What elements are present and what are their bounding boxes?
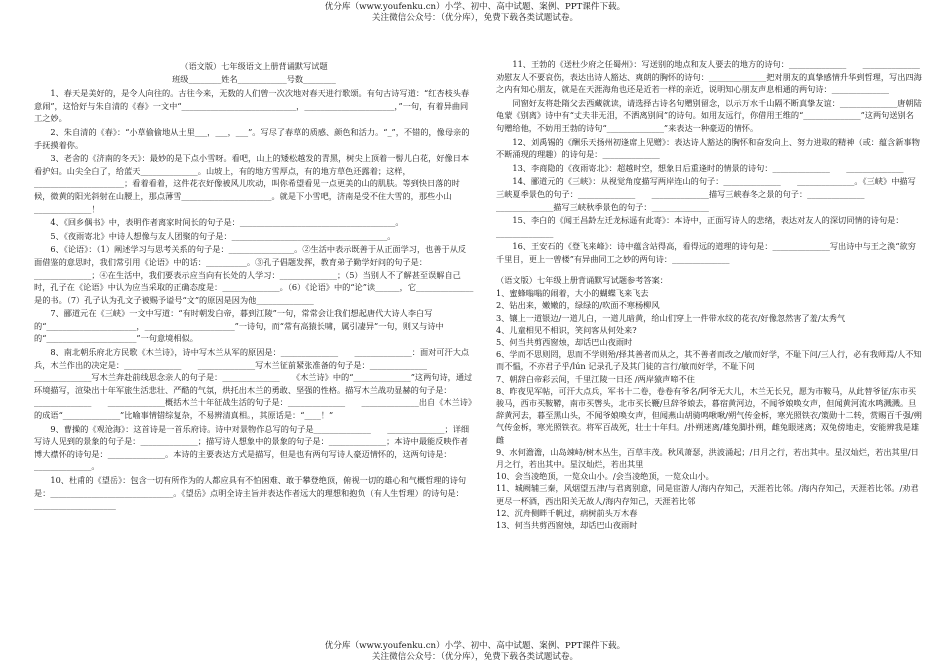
page-header [0, 2, 950, 24]
page-footer [0, 641, 950, 663]
question-8: 8、南北朝乐府北方民歌《木兰诗》，诗中写木兰从军的原因是：______________ ______________：面对可汗大点兵，木兰作出的决定是：______________ ______________写木兰征前紧张准备的句子是：______________ ______________写木兰奔赴前线思念亲人的句子是：______________ 《木兰诗》中的“______________”这两句诗，通过环境描写，渲染出十年军旅生活悲壮、严酷的气氛，烘托出木兰的勇敢、坚强的性格。描写木兰战功显赫的句子是：______________ ______________概括木兰十年征战生活的句子是：______________ ______________出自《木兰诗》的成语“______________”比喻事情错综复杂，不易辨清真相。，其原话是：“____！” [34, 347, 473, 421]
question-1: 1、春天是美好的，是令人向往的。古往今来，无数的人们曾一次次地对春天进行歌颂。有句古诗写道：“红杏枝头春意闹”，这恰好与朱自清的《春》一文中“____________________________，______________________，”一句，有着异曲同工之妙。 [34, 88, 470, 124]
question-7: 7、郦道元在《三峡》一文中写道：“有时朝发白帝，暮到江陵”一句，常常会让我们想起唐代大诗人李白写的“______________________，______________________”一诗句，而“常有高猿长啸，属引凄异”一句，则又与诗中的“______________________”一句意境相似。 [34, 308, 444, 344]
question-4: 4、《回乡偶书》中，表明作者离家时间长的句子是：______________________________________。 [50, 217, 404, 228]
question-16: 16、王安石的《登飞来峰》：诗中蕴含站得高，看得远的道理的诗句是：______________写出诗中与王之涣“欲穷千里目，更上一曾楼”有异曲同工之妙的两句诗：______________ [496, 241, 916, 264]
left-column [34, 60, 474, 513]
footer-line-2: 关注微信公众号：（优分库），免费下载各类试题试卷。 [371, 652, 579, 662]
question-11-extension: 同窗好友将赴隋父去西藏就读，请选择古诗名句赠别留念，以示万水千山隔不断真挚友谊：______________唐朝陆龟蒙《别离》诗中有“丈夫非无泪，不洒离别间”的诗句。如用友远行，你借用王维的“______________”这两句送别名句赠给他，不妨用王勃的诗句“______________”来表达一种豪迈的情怀。 [496, 97, 922, 133]
answer-list [496, 287, 922, 531]
answer-5: 5、何当共剪西窗烛，却话巴山夜雨时 [496, 336, 633, 347]
question-9: 9、曹操的《观沧海》：这首诗是一首乐府诗。诗中对景物作总写的句子是______________ ______________；详细写诗人见到的景象的句子是：______________；描写诗人想象中的景象的句子是：______________；本诗中最能反映作者博大襟怀的诗句是：______________。本诗的主要表达方式是描写，但是也有两句写诗人豪迈情怀的，这两句诗是：______________。 [34, 423, 470, 472]
question-12: 12、刘禹锡的《酬乐天扬州初逢席上见赠》：表达诗人豁达的胸怀和奋发向上、努力进取的精神（或：蕴含新事物不断涌现的理趣）的诗句是：______________ [496, 136, 920, 160]
question-13: 13、李商隐的《夜雨寄北》：超越时空，想象日后重逢时的情景的诗句：______________ ______________ [512, 162, 904, 173]
footer-line-1: 优分库（www.youfenku.cn）小学、初中、高中试题、案例、PPT课件下载。 [324, 641, 626, 651]
student-info-line: 班级________姓名____________号数________ [172, 73, 336, 84]
question-2: 2、朱自清的《春》：“小草偷偷地从土里___，___，___”。写尽了春草的质感、颜色和活力。“_”，不错的，像母亲的手抚摸着你。 [34, 126, 470, 150]
right-column [496, 58, 922, 531]
question-15: 15、李白的《闻王昌龄左迁龙标遥有此寄》：本诗中，正面写诗人的悲绪，表达对友人的深切同情的诗句是：______________ [496, 215, 904, 238]
answer-9: 9、水何澹澹，山岛竦峙/树木丛生，百草丰茂。秋风萧瑟，洪波涌起；/日月之行，若出其中。星汉灿烂，若出其里/日月之行，若出其中。星汉灿烂，若出其里 [496, 446, 919, 469]
answer-12: 12、沉舟侧畔千帆过，病树前头万木春 [496, 507, 638, 518]
question-14: 14、郦道元的《三峡》：从视觉角度描写两岸连山的句子：______________ ______________。《三峡》中描写三峡夏季景色的句子：______________ ______________描写三峡春冬之景的句子：______________ ______________描写三峡秋季景色的句子：______________ [496, 176, 916, 212]
answer-10: 10、会当凌绝顶，一览众山小。/会当凌绝顶，一览众山小。 [496, 471, 714, 482]
question-5: 5、《夜雨寄北》中诗人想像与友人团聚的句子是：______________________________________。 [50, 230, 396, 241]
answer-6: 6、学而不思则罔，思而不学则殆/择其善者而从之，其不善者而改之/敏而好学，不耻下问/三人行，必有我师焉/人不知而不愠，不亦君子乎/lún 记录孔子及其门徒的言行/敏而好学，不耻下问 [496, 349, 922, 372]
question-6: 6、《论语》：（1）阐述学习与思考关系的句子是：________________。②生活中表示既善于从正面学习，也善于从反面借鉴的意思时，我们常引用《论语》中的话：__________。③孔子倡题发挥，教育弟子勤学好问的句子是：______________；④在生活中，我们要表示应当向有长处的人学习：______________；（5）当别人不了解甚至误解自己时，孔子在《论语》中认为应当采取的正确态度是：______________。（6）《论语》中的“论”读______，它______________是的书。（7）孔子认为孔文子被赐予谥号“文”的原因是因为他______________ [34, 244, 474, 305]
answer-3: 3、镶上一道银边/一道儿白，一道儿暗黄，给山们穿上一件带水纹的花衣/好像忽然害了羞/太秀气 [496, 312, 846, 323]
answer-1: 1、蜜蜂嗡嗡的闹着，大小的蝴蝶飞来飞去 [496, 288, 649, 299]
answer-7: 7、朝辞白帝彩云间，千里江陵一日还 /两岸猿声啼不住 [496, 373, 695, 384]
answer-8: 8、昨夜见军帖，可汗大点兵，军书十二卷，卷卷有爷名/阿爷无大儿，木兰无长兄，愿为市鞍马，从此替爷征/东市买骏马，西市买鞍鞯，南市买辔头，北市买长鞭/旦辞爷娘去，暮宿黄河边，不闻爷娘唤女声，但闻黄河流水鸣溅溅。旦辞黄河去，暮至黑山头，不闻爷娘唤女声，但闻燕山胡骑鸣啾啾/朔气传金柝，寒光照铁衣/策勋十二转，赏赐百千强/朔气传金柝，寒光照铁衣。将军百战死，壮士十年归。/扑朔迷离/雄兔脚扑朔，雌兔眼迷离；双兔傍地走，安能辨我是雄雌 [496, 385, 922, 445]
header-line-2: 关注微信公众号：（优分库），免费下载各类试题试卷。 [371, 13, 579, 23]
answers-title: （语文版）七年级上册背诵默写试题参考答案： [496, 274, 668, 285]
answer-11: 11、城阙辅三秦，风烟望五津/与君离别意，同是宦游人/海内存知己，天涯若比邻。/海内存知己，天涯若比邻。/劝君更尽一杯酒，西出阳关无故人/海内存知己，天涯若比邻 [496, 483, 919, 506]
answer-13: 13、何当共剪西窗烛，却话巴山夜雨时 [496, 519, 638, 530]
answer-4: 4、儿童相见不相识，笑问客从何处来? [496, 324, 637, 335]
answer-2: 2、钻出来，嫩嫩的，绿绿的/吹面不寒杨柳风 [496, 300, 660, 311]
header-line-1: 优分库（www.youfenku.cn）小学、初中、高中试题、案例、PPT课件下载。 [324, 2, 626, 12]
question-11: 11、王勃的《送杜少府之任蜀州》：写送别的地点和友人要去的地方的诗句：______________ ______________劝慰友人不要哀伤，表达出诗人豁达、爽朗的胸怀的诗句：______________把对朋友的真挚感情升华到哲理，写出四海之内有知心朋友，就是在天涯海角也还是近若一样的亲近，说明知心朋友声息相通的两句诗：______________ [496, 59, 922, 95]
question-3: 3、老舍的《济南的冬天》：最妙的是下点小雪呀。看吧，山上的矮松越发的青黑，树尖上顶着一髻儿白花，好像日本看护妇。山尖全白了，给蓝天______________。山坡上，有的地方雪厚点，有的地方草色还露着；这样，______________________；看着看着，这件花衣好像被风儿吹动，叫你希望看见一点更美的山的肌肤。等到快日落的时候，微黄的阳光斜射在山腰上，那点薄雪______________________。就是下小雪吧，济南是受不住大雪的，那些小山______________！ [34, 153, 470, 214]
question-10: 10、杜甫的《望岳》：包含一切有所作为的人都应具有不怕困难、敢于攀登绝顶，俯视一切的雄心和气概哲理的诗句是：______________________________。《望岳》点明全诗主旨并表达作者远大的理想和抱负（有人生哲理）的诗句是：____________________ [34, 475, 467, 511]
exam-title: （语文版）七年级语文上册背诵默写试题 [180, 61, 328, 71]
